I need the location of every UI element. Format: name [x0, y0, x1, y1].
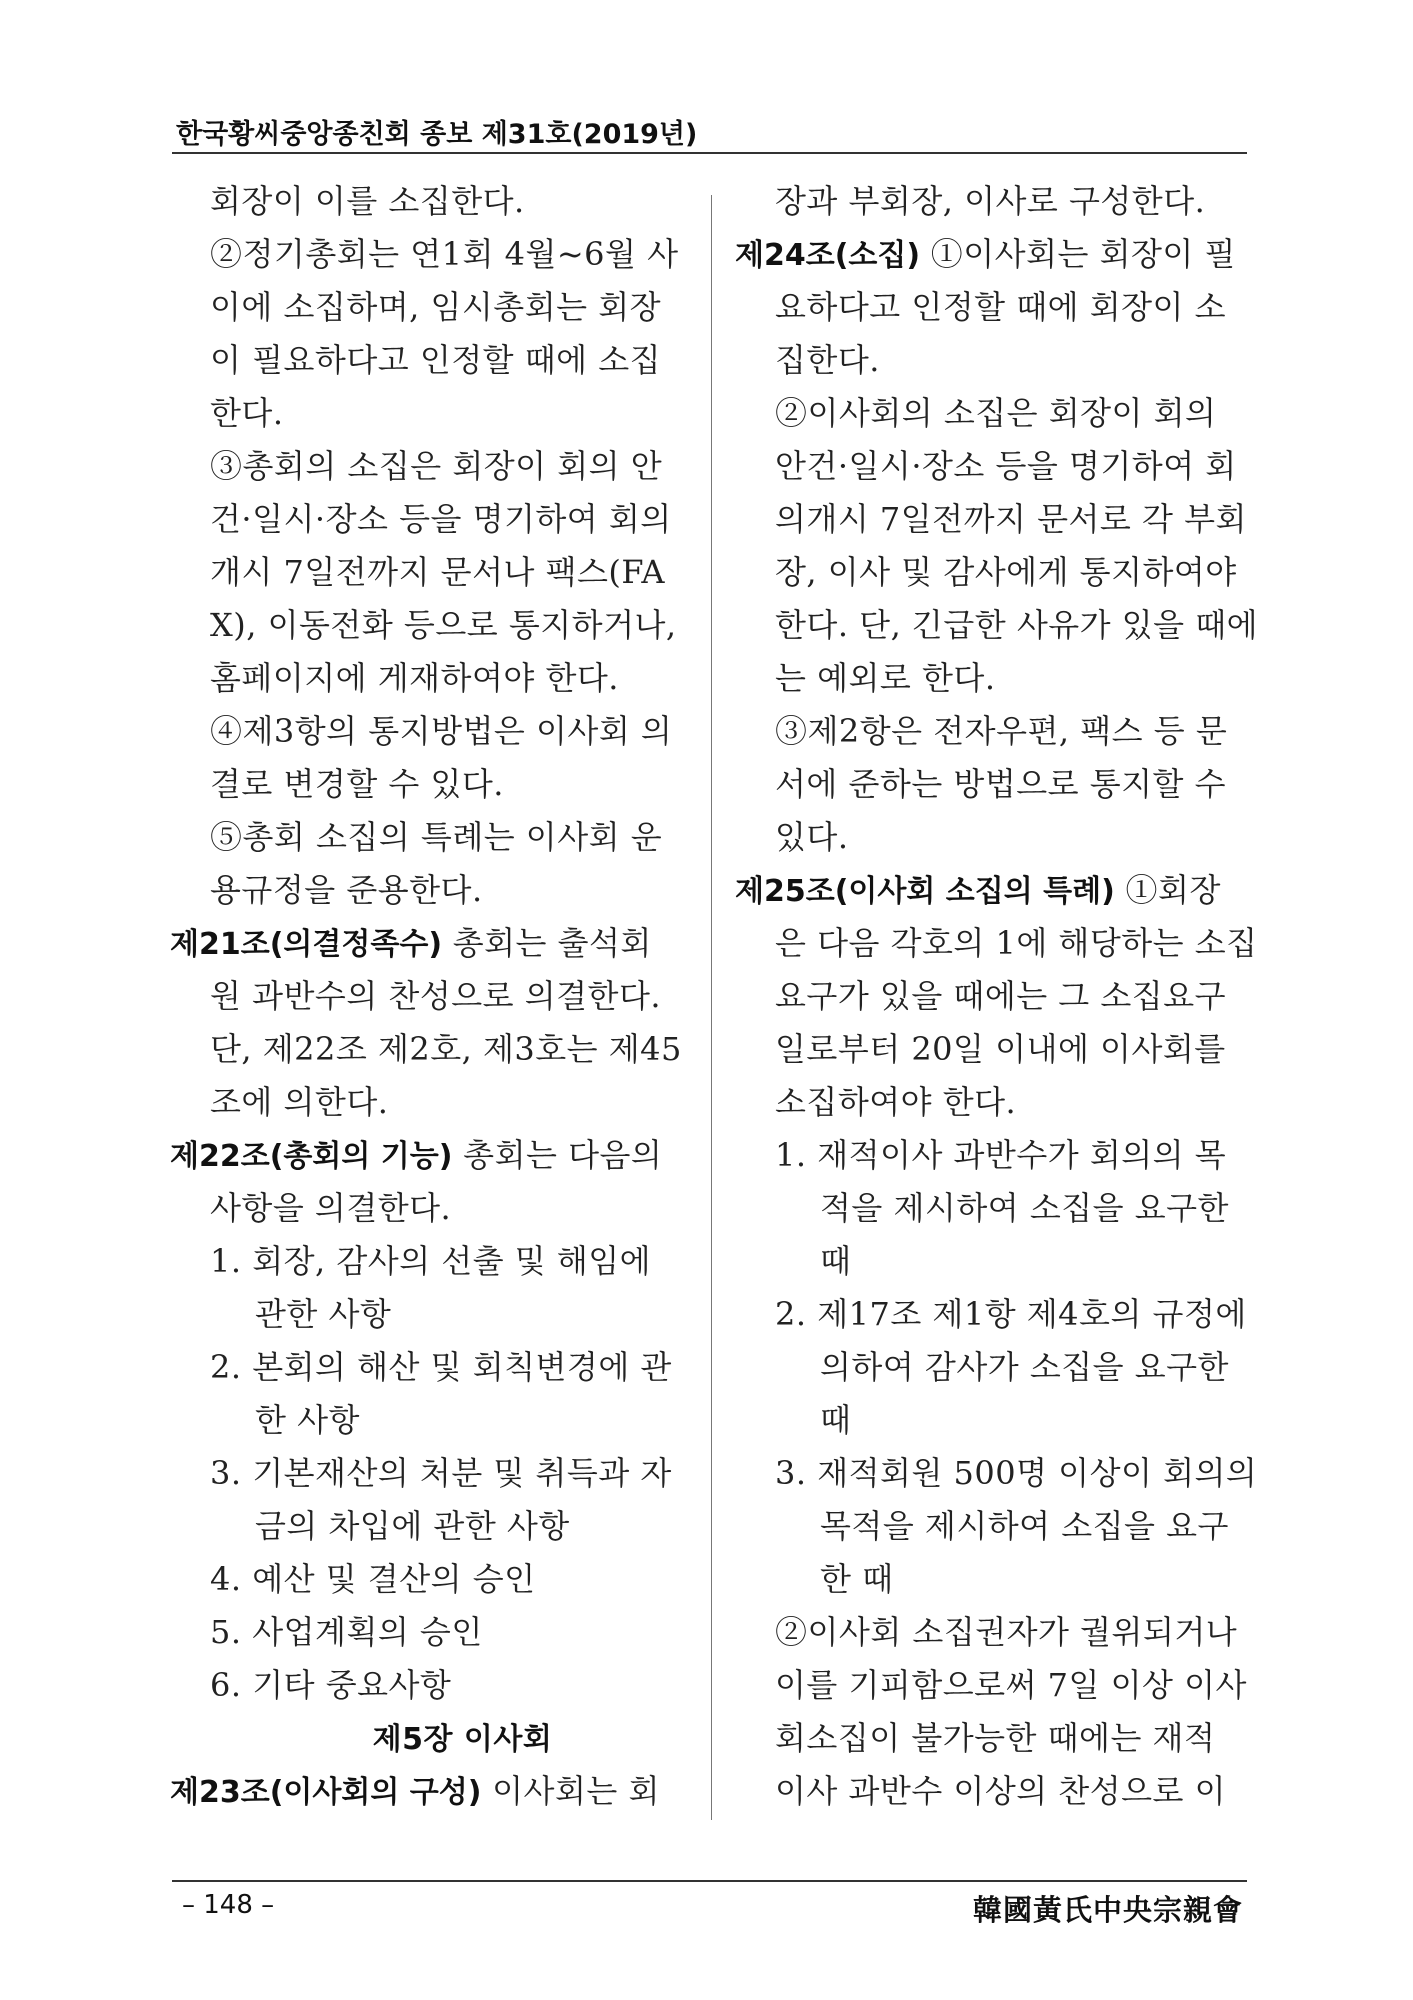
text-line: 회장이 이를 소집한다. — [210, 182, 525, 220]
text-line: 4. 예산 및 결산의 승인 — [210, 1560, 536, 1598]
text-line: X), 이동전화 등으로 통지하거나, — [210, 606, 677, 644]
text-line: 1. 재적이사 과반수가 회의의 목 — [775, 1136, 1227, 1174]
text-line: 요구가 있을 때에는 그 소집요구 — [775, 977, 1227, 1015]
right-column — [735, 175, 1260, 1818]
text-line: 단, 제22조 제2호, 제3호는 제45 — [210, 1030, 682, 1068]
text-line: 은 다음 각호의 1에 해당하는 소집 — [775, 924, 1258, 962]
text-line: 장, 이사 및 감사에게 통지하여야 — [775, 553, 1237, 591]
text-line: 원 과반수의 찬성으로 의결한다. — [210, 977, 662, 1015]
text-line: 이사 과반수 이상의 찬성으로 이 — [775, 1772, 1227, 1810]
article-title: 제22조(총회의 기능) — [170, 1139, 453, 1174]
text-line: 2. 본회의 해산 및 회칙변경에 관 — [210, 1348, 672, 1386]
text-line: ②이사회 소집권자가 궐위되거나 — [775, 1613, 1238, 1651]
text-line: ②이사회의 소집은 회장이 회의 — [775, 394, 1217, 432]
text-line: 목적을 제시하여 소집을 요구 — [820, 1507, 1229, 1545]
article-text: 이사회는 회 — [481, 1772, 660, 1810]
text-line: 요하다고 인정할 때에 회장이 소 — [775, 288, 1227, 326]
chapter-title: 제5장 이사회 — [372, 1722, 553, 1757]
text-line: 결로 변경할 수 있다. — [210, 765, 504, 803]
article-text: 총회는 다음의 — [452, 1136, 663, 1174]
text-line: 집한다. — [775, 341, 880, 379]
organization-name: 韓國黃氏中央宗親會 — [972, 1893, 1243, 1927]
text-line: ④제3항의 통지방법은 이사회 의 — [210, 712, 673, 750]
article-line — [735, 864, 1260, 917]
text-line: 6. 기타 중요사항 — [210, 1666, 452, 1704]
text-line: 소집하여야 한다. — [775, 1083, 1017, 1121]
publication-title: 한국황씨중앙종친회 종보 제31호(2019년) — [176, 119, 698, 150]
text-line: 한 사항 — [255, 1401, 360, 1439]
text-line: 이를 기피함으로써 7일 이상 이사 — [775, 1666, 1247, 1704]
article-text: 총회는 출석회 — [442, 924, 652, 962]
text-line: 는 예외로 한다. — [775, 659, 996, 697]
footer-rule — [172, 1880, 1247, 1882]
page-number: – 148 – — [182, 1890, 275, 1920]
text-line: 의하여 감사가 소집을 요구한 — [820, 1348, 1229, 1386]
article-line — [170, 917, 695, 970]
column-divider — [711, 195, 712, 1820]
text-line: 조에 의한다. — [210, 1083, 389, 1121]
article-text: ①회장 — [1114, 871, 1221, 909]
text-line: 때 — [820, 1401, 852, 1439]
text-line: 3. 기본재산의 처분 및 취득과 자 — [210, 1454, 672, 1492]
text-line: 적을 제시하여 소집을 요구한 — [820, 1189, 1229, 1227]
text-line: 회소집이 불가능한 때에는 재적 — [775, 1719, 1216, 1757]
text-line: ③총회의 소집은 회장이 회의 안 — [210, 447, 663, 485]
chapter-heading — [170, 1712, 695, 1765]
text-line: ⑤총회 소집의 특례는 이사회 운 — [210, 818, 663, 856]
text-line: 1. 회장, 감사의 선출 및 해임에 — [210, 1242, 652, 1280]
text-line: 사항을 의결한다. — [210, 1189, 452, 1227]
text-line: 한다. — [210, 394, 284, 432]
text-line: 때 — [820, 1242, 852, 1280]
text-line: 홈페이지에 게재하여야 한다. — [210, 659, 619, 697]
article-line — [170, 1765, 695, 1818]
article-title: 제21조(의결정족수) — [170, 927, 443, 962]
text-line: 5. 사업계획의 승인 — [210, 1613, 483, 1651]
page-header — [172, 112, 1247, 154]
article-line — [170, 1129, 695, 1182]
text-line: 이에 소집하며, 임시총회는 회장 — [210, 288, 662, 326]
text-line: 서에 준하는 방법으로 통지할 수 — [775, 765, 1227, 803]
text-line: 2. 제17조 제1항 제4호의 규정에 — [775, 1295, 1247, 1333]
text-line: 있다. — [775, 818, 849, 856]
text-line: 관한 사항 — [255, 1295, 392, 1333]
text-line: 용규정을 준용한다. — [210, 871, 483, 909]
text-line: ③제2항은 전자우편, 팩스 등 문 — [775, 712, 1228, 750]
text-line: 3. 재적회원 500명 이상이 회의의 — [775, 1454, 1258, 1492]
text-line: 건·일시·장소 등을 명기하여 회의 — [210, 500, 672, 538]
article-text: ①이사회는 회장이 필 — [920, 235, 1236, 273]
text-line: ②정기총회는 연1회 4월~6월 사 — [210, 235, 679, 273]
text-line: 금의 차입에 관한 사항 — [255, 1507, 570, 1545]
text-line: 장과 부회장, 이사로 구성한다. — [775, 182, 1206, 220]
text-line: 한다. 단, 긴급한 사유가 있을 때에 — [775, 606, 1259, 644]
left-column — [170, 175, 695, 1818]
text-line: 이 필요하다고 인정할 때에 소집 — [210, 341, 662, 379]
text-line: 한 때 — [820, 1560, 894, 1598]
article-line — [735, 228, 1260, 281]
text-line: 안건·일시·장소 등을 명기하여 회 — [775, 447, 1237, 485]
text-line: 의개시 7일전까지 문서로 각 부회 — [775, 500, 1247, 538]
text-line: 개시 7일전까지 문서나 팩스(FA — [210, 553, 665, 591]
article-title: 제24조(소집) — [735, 238, 921, 273]
text-line: 일로부터 20일 이내에 이사회를 — [775, 1030, 1226, 1068]
article-title: 제23조(이사회의 구성) — [170, 1775, 482, 1810]
article-title: 제25조(이사회 소집의 특례) — [735, 874, 1115, 909]
